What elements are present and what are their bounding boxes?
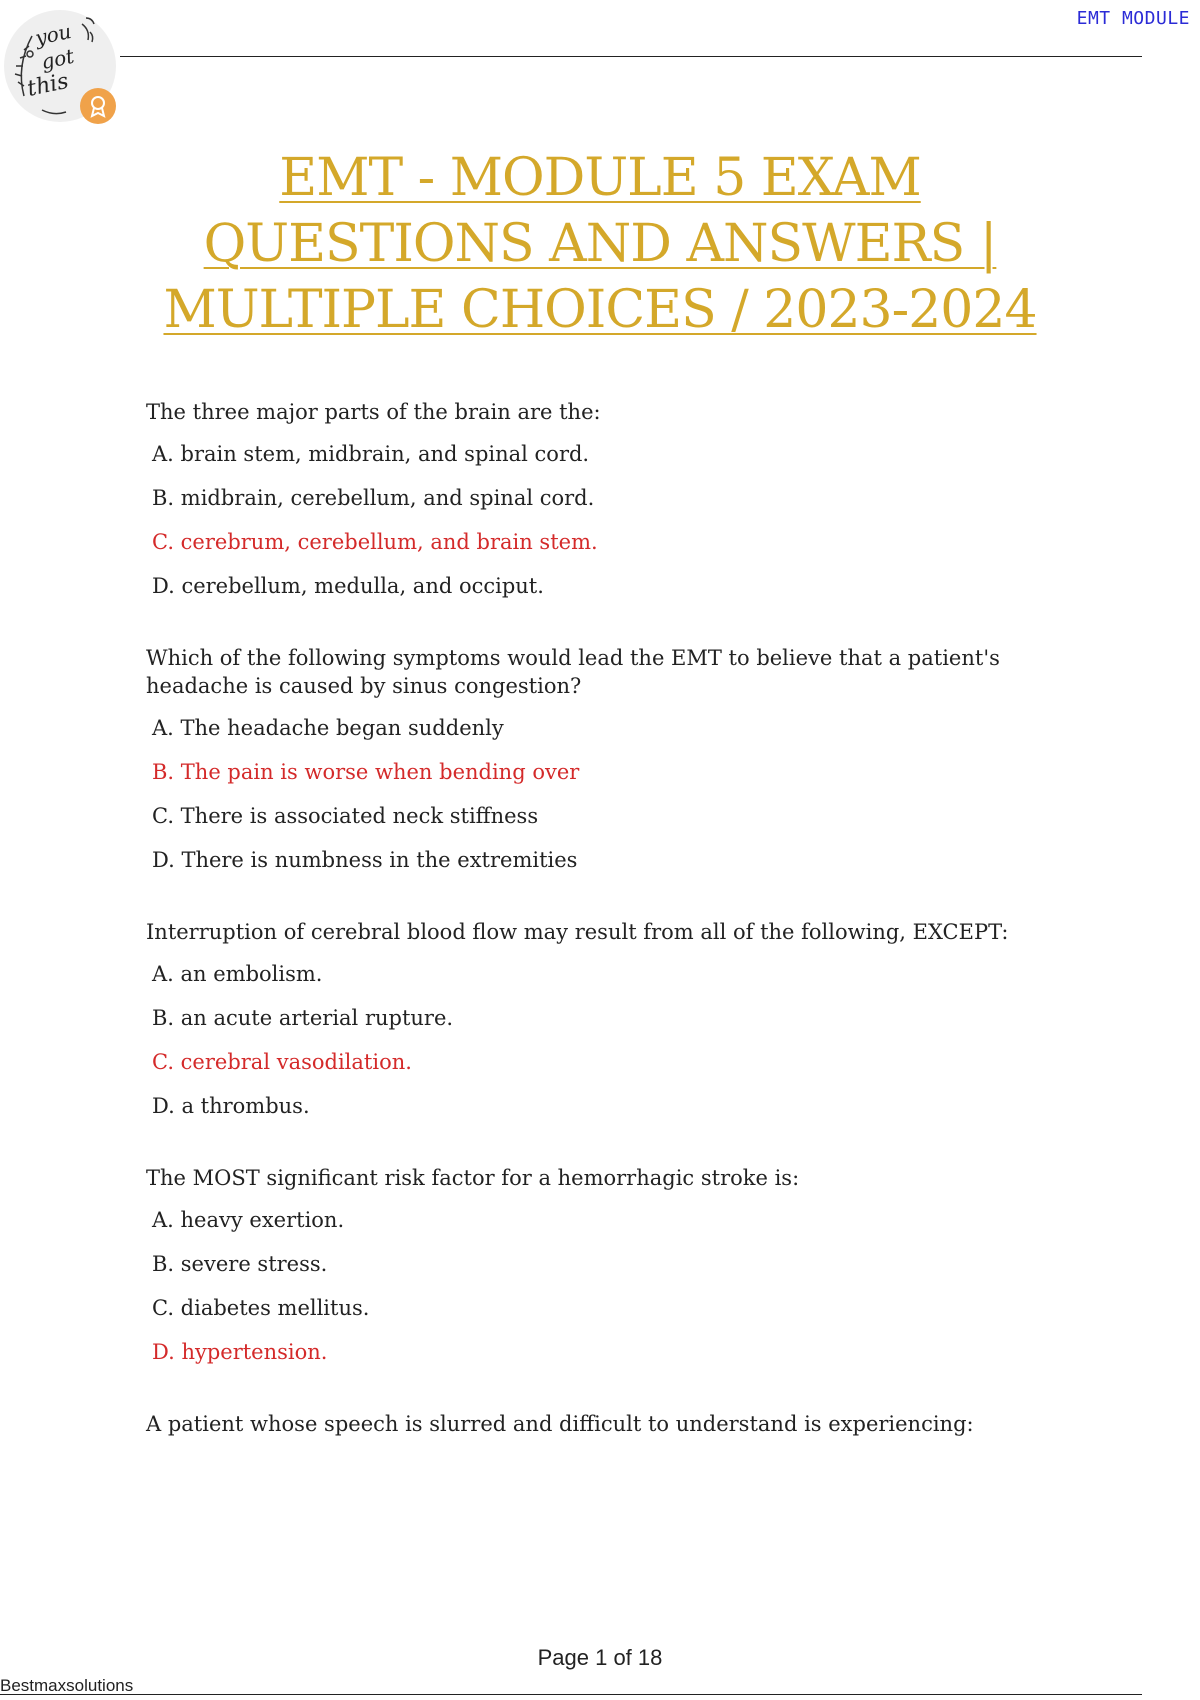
title-line-3: MULTIPLE CHOICES / 2023-2024 — [163, 280, 1037, 340]
question-text: The MOST significant risk factor for a hemorrhagic stroke is: — [146, 1166, 800, 1190]
document-title — [100, 145, 1100, 343]
footer-rule — [0, 1694, 1142, 1695]
answer-option: B. midbrain, cerebellum, and spinal cord. — [152, 486, 595, 510]
answer-option: A. brain stem, midbrain, and spinal cord. — [152, 442, 590, 466]
answer-option: A. an embolism. — [152, 962, 323, 986]
title-line-1: EMT - MODULE 5 EXAM — [279, 148, 921, 208]
header-label: EMT MODULE — [1076, 8, 1190, 29]
header-rule — [120, 56, 1142, 57]
question-block — [146, 1164, 1046, 1366]
answer-option: D. cerebellum, medulla, and occiput. — [152, 574, 544, 598]
question-text: Interruption of cerebral blood flow may result from all of the following, EXCEPT: — [146, 920, 1009, 944]
question-block — [146, 398, 1046, 600]
answer-option: A. heavy exertion. — [152, 1208, 345, 1232]
answer-option-correct: B. The pain is worse when bending over — [152, 760, 580, 784]
logo-text-this: this — [25, 68, 71, 102]
title-line-2: QUESTIONS AND ANSWERS | — [203, 214, 997, 274]
footer-brand: Bestmaxsolutions — [0, 1676, 134, 1695]
logo — [2, 6, 122, 126]
answer-option-correct: D. hypertension. — [152, 1340, 328, 1364]
logo-text-you: you — [33, 19, 74, 51]
answer-option: C. diabetes mellitus. — [152, 1296, 370, 1320]
logo-text-got: got — [39, 43, 77, 75]
answer-option: B. severe stress. — [152, 1252, 328, 1276]
answer-option: B. an acute arterial rupture. — [152, 1006, 454, 1030]
question-block — [146, 918, 1046, 1120]
answer-option: D. a thrombus. — [152, 1094, 310, 1118]
question-block — [146, 644, 1046, 874]
answer-option: C. There is associated neck stiffness — [152, 804, 539, 828]
answer-option: A. The headache began suddenly — [152, 716, 504, 740]
question-text: A patient whose speech is slurred and difficult to understand is experiencing: — [146, 1412, 974, 1436]
answer-option-correct: C. cerebrum, cerebellum, and brain stem. — [152, 530, 598, 554]
question-list — [146, 398, 1046, 1438]
answer-option: D. There is numbness in the extremities — [152, 848, 578, 872]
page-number: Page 1 of 18 — [537, 1645, 663, 1670]
question-block — [146, 1410, 1046, 1438]
question-text: Which of the following symptoms would lead the EMT to believe that a patient's headache is caused by sinus congestion? — [146, 646, 1000, 698]
award-badge-icon — [80, 88, 116, 124]
question-text: The three major parts of the brain are the: — [146, 400, 601, 424]
answer-option-correct: C. cerebral vasodilation. — [152, 1050, 412, 1074]
